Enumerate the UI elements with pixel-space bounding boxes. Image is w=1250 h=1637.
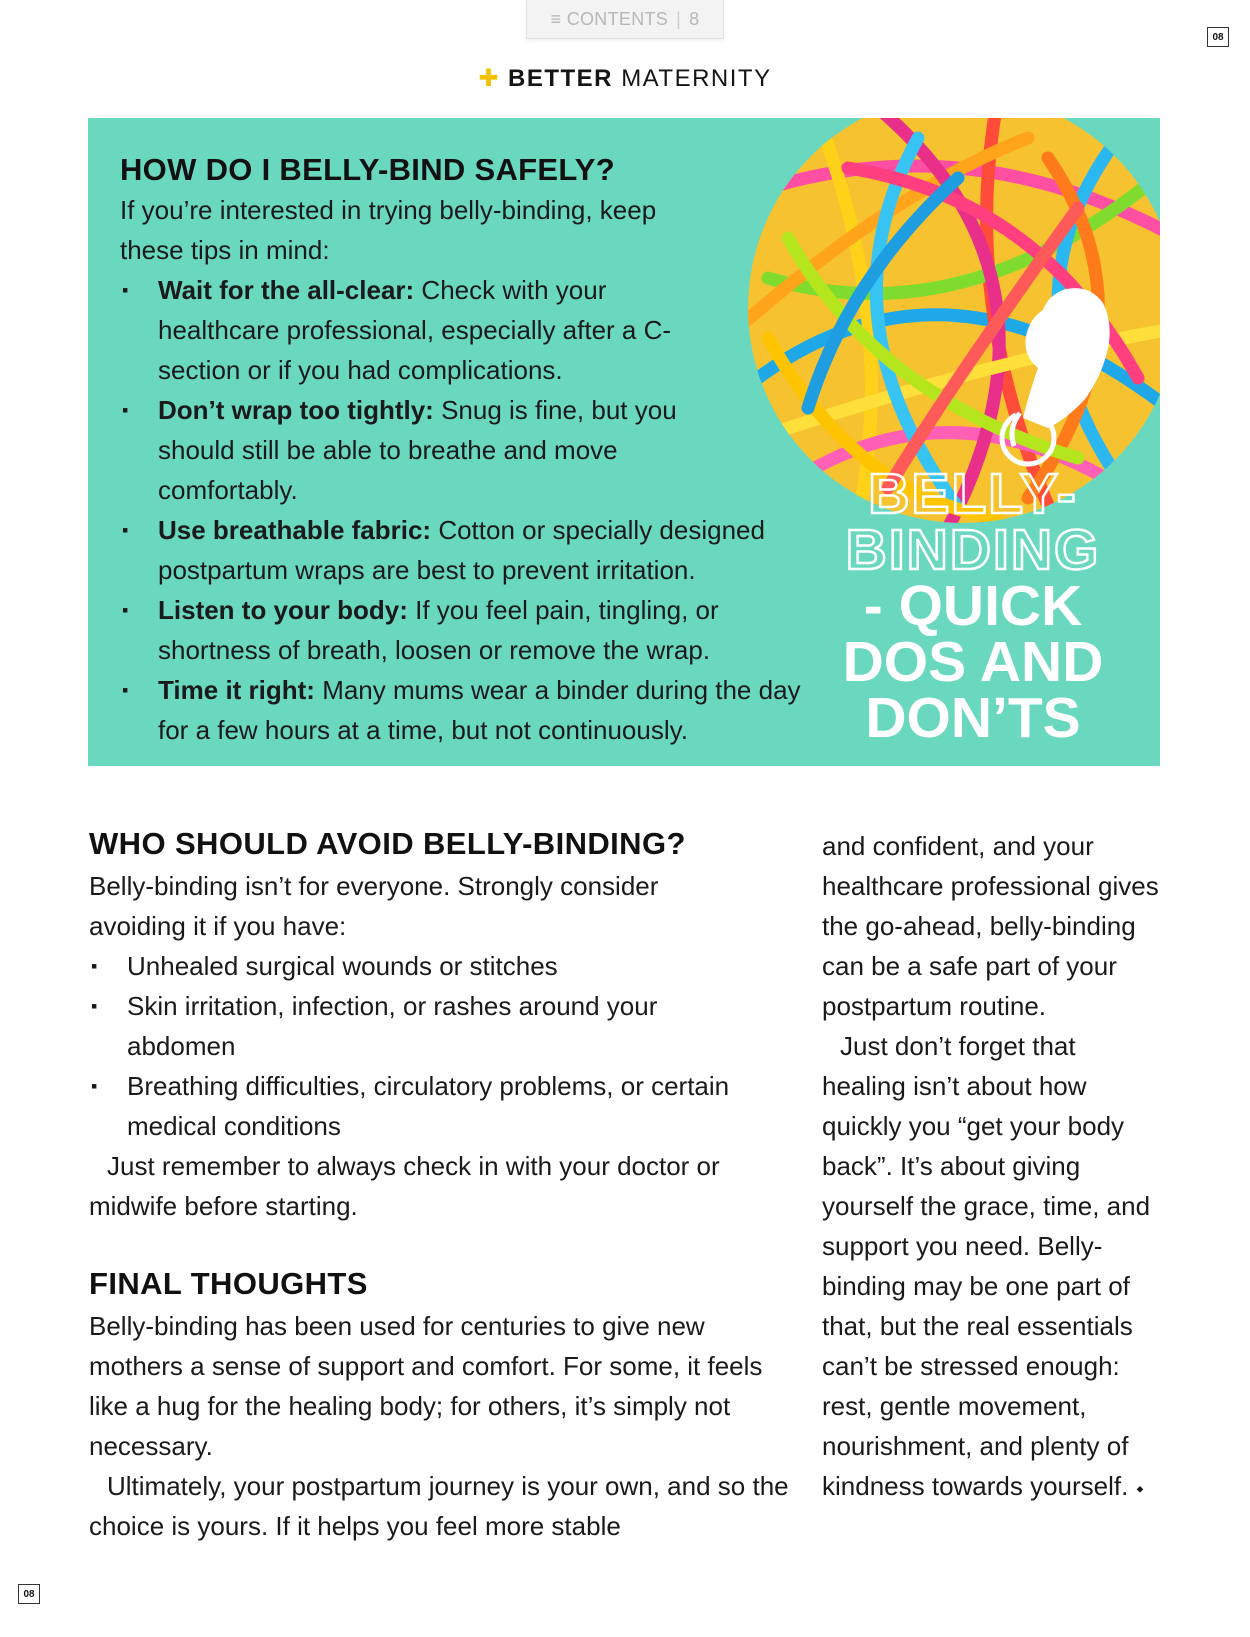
page-badge-bottom: 08 — [18, 1584, 40, 1604]
headline-line: DOS AND — [842, 630, 1104, 694]
divider: | — [676, 8, 682, 29]
page-badge-top: 08 — [1207, 27, 1229, 47]
tip-text: Snug is fine, but you should still be able to breathe and move comfortably. — [158, 395, 677, 505]
right-para-1: and confident, and your healthcare professional gives the go-ahead, belly-binding can be a safe part of your postpartum routine. — [822, 831, 1159, 1021]
tip-heading: Wait for the all-clear: — [158, 275, 415, 305]
tip-heading: Use breathable fabric: — [158, 515, 432, 545]
list-item — [89, 986, 737, 1066]
contents-label: ≡ CONTENTS — [550, 8, 669, 29]
list-item-text: Unhealed surgical wounds or stitches — [127, 951, 558, 981]
avoid-closing-text: Just remember to always check in with your doctor or midwife before starting. — [89, 1151, 720, 1221]
list-item-text: Breathing difficulties, circulatory problems, or certain medical conditions — [127, 1071, 730, 1141]
tip-text: Cotton or specially designed postpartum wraps are best to prevent irritation. — [158, 515, 765, 585]
bullet: ▪ — [122, 280, 129, 300]
tip-text: Check with your healthcare professional, especially after a C-section or if you had complications. — [158, 275, 672, 385]
hero-headline — [823, 462, 1123, 750]
bullet: ▪ — [91, 996, 98, 1016]
right-para-2-text: Just don’t forget that healing isn’t about how quickly you “get your body back”. It’s about giving yourself the grace, time, and support you need. Belly-binding may be one part of that, but the real essentials can’t be stressed enough: rest, gentle movement, nourishment, and plenty of kindness towards yourself. — [822, 1031, 1151, 1501]
avoid-heading: WHO SHOULD AVOID BELLY-BINDING? — [89, 826, 686, 861]
bullet: ▪ — [91, 1076, 98, 1096]
tip-item — [120, 270, 698, 390]
bullet: ▪ — [122, 400, 129, 420]
right-para-2 — [822, 1026, 1162, 1509]
contents-tab[interactable] — [526, 0, 724, 39]
final-para-1: Belly-binding has been used for centuries to give new mothers a sense of support and comfort. For some, it feels like a hug for the healing body; for others, it’s simply not necessary. — [89, 1311, 763, 1461]
final-heading: FINAL THOUGHTS — [89, 1266, 368, 1301]
tip-item — [120, 390, 738, 510]
pointing-hand-icon — [968, 278, 1118, 488]
bullet: ▪ — [122, 520, 129, 540]
plus-icon: ✚ — [478, 65, 501, 92]
tip-heading: Listen to your body: — [158, 595, 408, 625]
bullet: ▪ — [122, 680, 129, 700]
tip-heading: Don’t wrap too tightly: — [158, 395, 434, 425]
tip-text: If you feel pain, tingling, or shortness of breath, loosen or remove the wrap. — [158, 595, 719, 665]
headline-line: DON’TS — [865, 686, 1081, 750]
tips-list — [120, 270, 820, 750]
tip-item — [120, 510, 858, 590]
hero-intro: If you’re interested in trying belly-binding, keep these tips in mind: — [120, 195, 657, 265]
list-item-text: Skin irritation, infection, or rashes around your abdomen — [127, 991, 658, 1061]
tip-item — [120, 590, 798, 670]
brand-bold: BETTER — [508, 65, 614, 92]
hero-title: HOW DO I BELLY-BIND SAFELY? — [120, 152, 615, 187]
tip-heading: Time it right: — [158, 675, 315, 705]
avoid-closing — [89, 1146, 789, 1226]
headline-line: - QUICK — [863, 574, 1083, 638]
bullet: ▪ — [91, 956, 98, 976]
list-item — [89, 946, 789, 986]
hero-panel — [88, 118, 1160, 766]
tip-text: Many mums wear a binder during the day for a few hours at a time, but not continuously. — [158, 675, 801, 745]
end-of-article-icon: ⬩ — [1136, 1478, 1144, 1500]
list-item — [89, 1066, 789, 1146]
headline-line: BELLY- — [868, 462, 1078, 526]
final-para-2 — [89, 1466, 801, 1546]
avoid-list — [89, 946, 789, 1146]
bullet: ▪ — [122, 600, 129, 620]
headline-line: BINDING — [845, 518, 1101, 582]
avoid-intro: Belly-binding isn’t for everyone. Strongly consider avoiding it if you have: — [89, 871, 659, 941]
tip-item — [120, 670, 838, 750]
contents-page-number: 8 — [689, 8, 700, 29]
brand-light: MATERNITY — [621, 65, 772, 92]
masthead — [0, 64, 1250, 93]
final-para-2-text: Ultimately, your postpartum journey is your own, and so the choice is yours. If it helps you feel more stable — [89, 1471, 789, 1541]
